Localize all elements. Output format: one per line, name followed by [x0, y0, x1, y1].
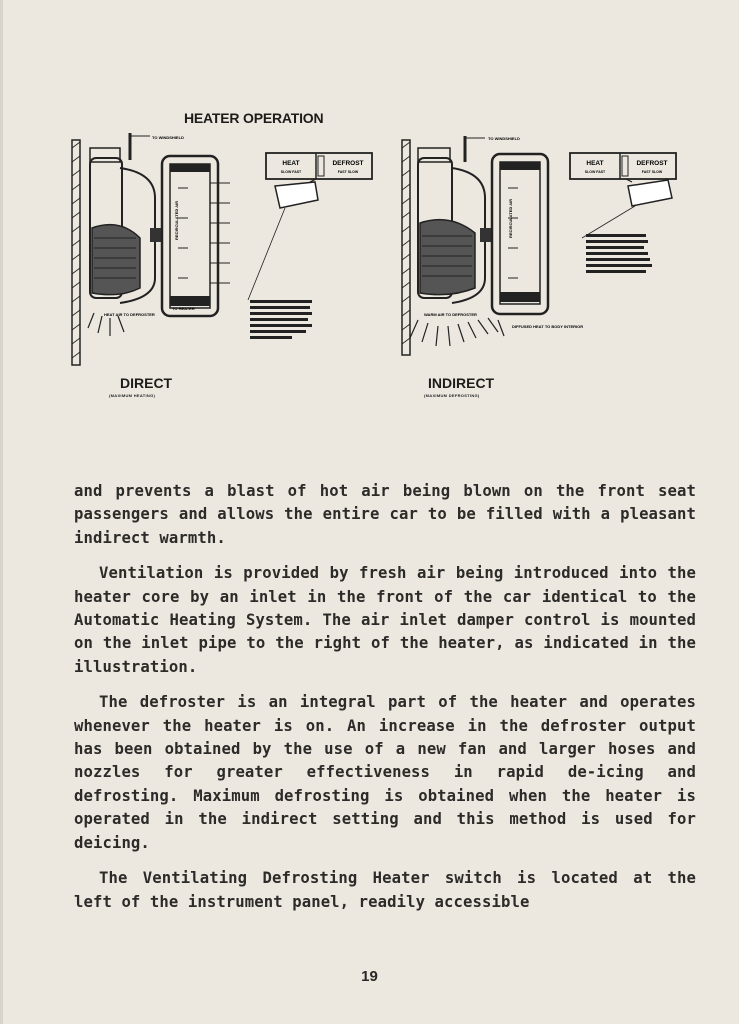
direct-heater-diagram [70, 128, 380, 368]
figure-title: HEATER OPERATION [184, 110, 324, 126]
indirect-heater-diagram [400, 128, 710, 368]
svg-text:HEAT AIR TO DEFROSTER: HEAT AIR TO DEFROSTER [104, 312, 155, 317]
paragraph: The Ventilating Defrosting Heater switch is located at the left of the instrument panel, readily accessible [74, 869, 696, 911]
paragraph: The defroster is an integral part of the heater and operates whenever the heater is on. An increase in the defroster output has been obtained by the use of a new fan and larger hoses and nozzles for greater effectiveness in rapid de-icing and defrosting. Maximum defrosting is obtained when the heater is operated in the indirect setting and this method is used for deicing. [74, 693, 696, 852]
svg-text:RECIRCULATED AIR: RECIRCULATED AIR [508, 198, 513, 238]
svg-text:DIFFUSED HEAT TO BODY INTERIOR: DIFFUSED HEAT TO BODY INTERIOR [512, 324, 584, 329]
switch-heat-sub: SLOW FAST [584, 170, 606, 174]
svg-text:TO WINDSHIELD: TO WINDSHIELD [488, 136, 520, 141]
switch-heat-sub: SLOW FAST [280, 170, 302, 174]
switch-defrost-label: DEFROST [332, 160, 364, 167]
svg-text:TO HEATER: TO HEATER [172, 306, 195, 311]
switch-defrost-sub: FAST SLOW [641, 170, 663, 174]
switch-defrost-label: DEFROST [636, 160, 668, 167]
paragraph: Ventilation is provided by fresh air being introduced into the heater core by an inlet in the front of the car identical to the Automatic Heating System. The air inlet damper control is mounted on the inlet pipe to the right of the heater, as indicated in the illustration. [74, 564, 696, 676]
switch-heat-label: HEAT [586, 160, 604, 167]
page-edge [0, 0, 3, 1024]
page-number: 19 [361, 968, 378, 985]
switch-heat-label: HEAT [282, 160, 300, 167]
direct-caption: DIRECT [120, 375, 173, 391]
switch-defrost-sub: FAST SLOW [337, 170, 359, 174]
paragraph: and prevents a blast of hot air being blown on the front seat passengers and allows the entire car to be filled with a pleasant indirect warmth. [74, 482, 696, 547]
indirect-caption: INDIRECT [428, 375, 495, 391]
svg-text:WARM AIR TO DEFROSTER: WARM AIR TO DEFROSTER [424, 312, 477, 317]
direct-subcaption: (MAXIMUM HEATING) [109, 393, 156, 398]
indirect-subcaption: (MAXIMUM DEFROSTING) [424, 393, 480, 398]
body-text [74, 480, 696, 914]
svg-text:TO WINDSHIELD: TO WINDSHIELD [152, 135, 184, 140]
svg-text:RECIRCULATED AIR: RECIRCULATED AIR [174, 200, 179, 240]
